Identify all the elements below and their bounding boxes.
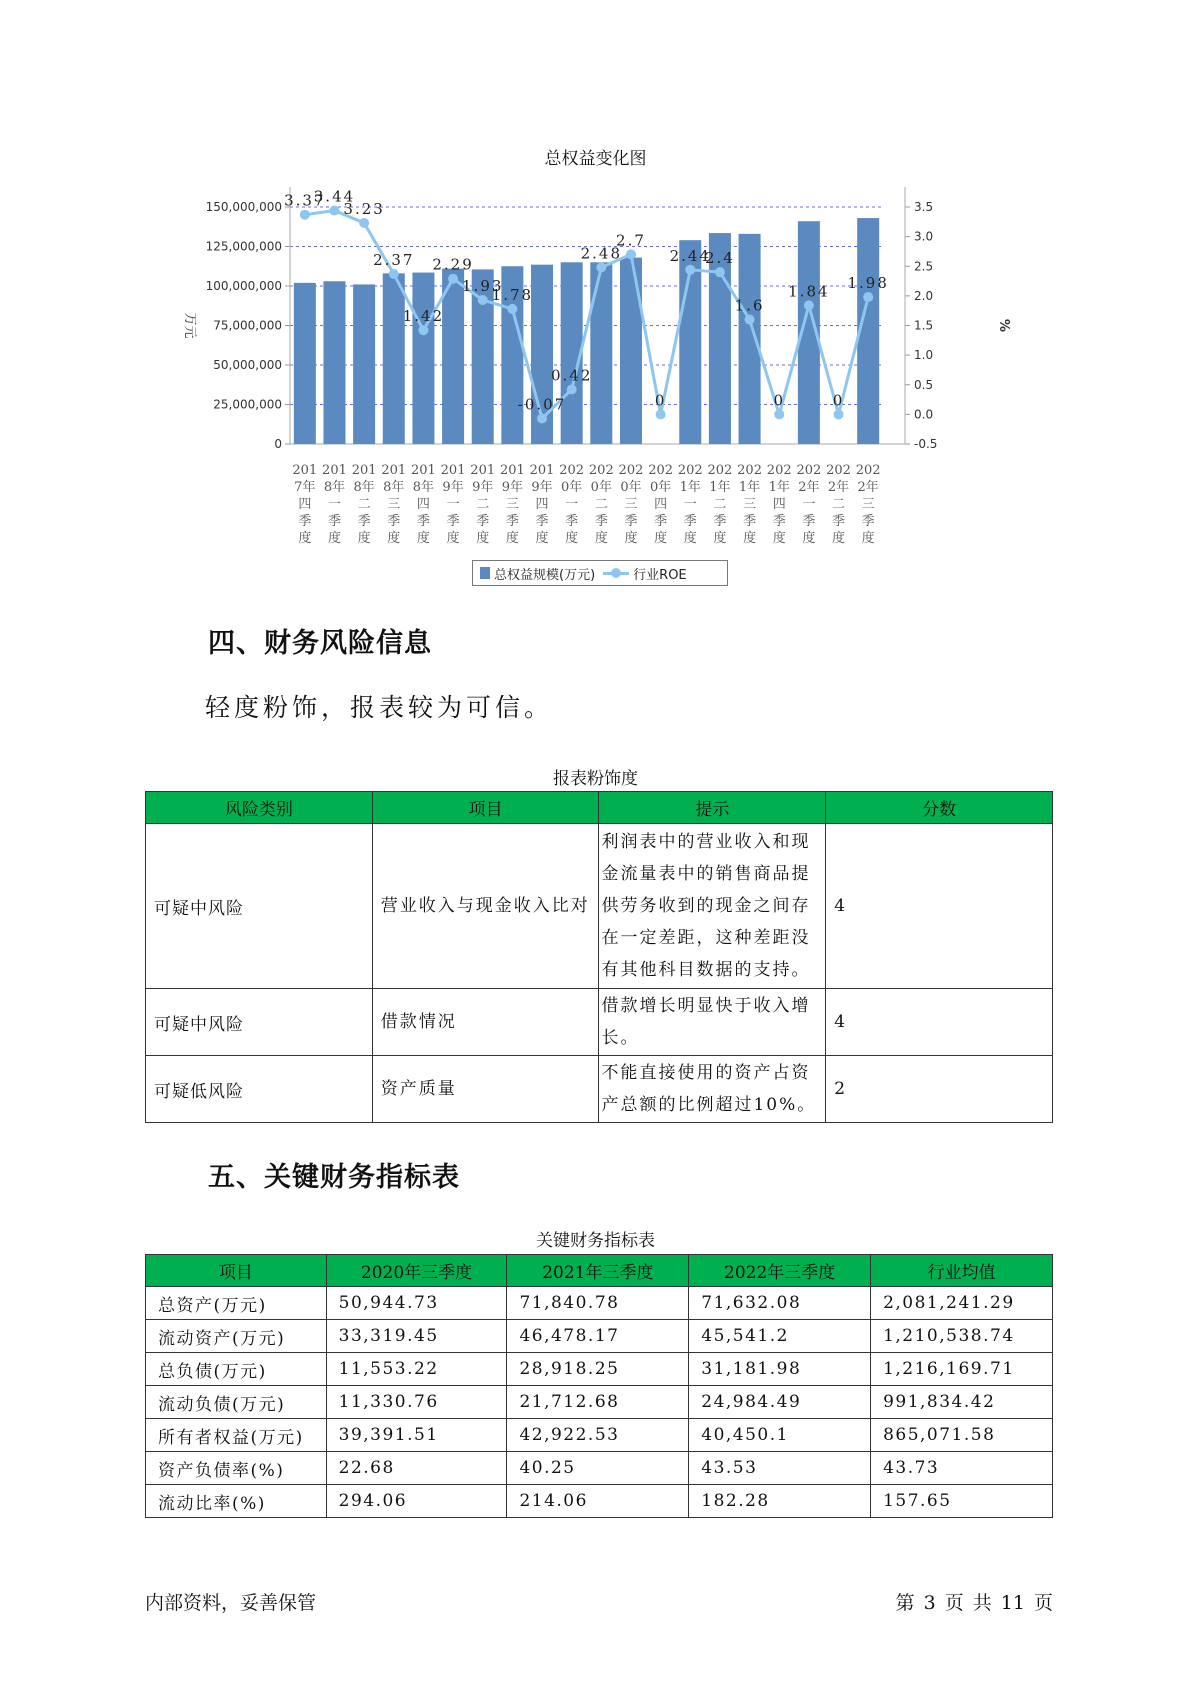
- legend-line-label: 行业ROE: [633, 567, 687, 583]
- x-tick-label: 季: [683, 514, 697, 529]
- risk-item: 借款情况: [372, 989, 599, 1056]
- risk-category: 可疑中风险: [146, 824, 373, 989]
- x-tick-label: 201: [411, 463, 436, 478]
- x-tick-label: 三: [387, 497, 401, 512]
- x-tick-label: 二: [357, 497, 371, 512]
- x-tick-label: 1年: [679, 480, 701, 495]
- equity-bar: [620, 258, 642, 444]
- equity-bar: [323, 281, 345, 444]
- indicator-name: 总资产(万元): [146, 1287, 327, 1320]
- x-tick-label: 一: [327, 497, 341, 512]
- x-tick-label: 度: [476, 531, 490, 546]
- header-cell: 分数: [826, 792, 1053, 824]
- x-tick-label: 四: [535, 497, 549, 512]
- roe-point: [537, 414, 547, 424]
- legend-bar-label: 总权益规模(万元): [494, 567, 596, 583]
- x-tick-label: 202: [707, 463, 733, 478]
- indicator-value: 40,450.1: [689, 1419, 871, 1452]
- indicator-value: 42,922.53: [507, 1419, 689, 1452]
- indicator-name: 流动资产(万元): [146, 1320, 327, 1353]
- indicator-value: 22.68: [326, 1452, 507, 1485]
- roe-point: [389, 269, 399, 279]
- roe-point: [300, 210, 310, 220]
- chart-legend: [472, 560, 728, 586]
- x-tick-label: 三: [505, 497, 519, 512]
- indicator-name: 流动比率(%): [146, 1485, 327, 1518]
- x-tick-label: 度: [505, 531, 519, 546]
- footer-page-number: 第 3 页 共 11 页: [895, 1592, 1053, 1614]
- y-tick-label: 125,000,000: [205, 239, 282, 254]
- roe-data-label: 1.6: [734, 296, 765, 315]
- x-tick-label: 8年: [323, 480, 346, 495]
- x-tick-label: 9年: [501, 480, 524, 495]
- indicator-value: 2,081,241.29: [871, 1287, 1053, 1320]
- risk-table-header: [146, 792, 1053, 824]
- x-tick-label: 季: [713, 514, 727, 529]
- x-tick-label: 202: [766, 463, 792, 478]
- table-row: [146, 1419, 1053, 1452]
- indicator-value: 11,553.22: [326, 1353, 507, 1386]
- roe-point: [418, 325, 428, 335]
- x-tick-label: 9年: [531, 480, 553, 495]
- x-tick-label: 度: [832, 531, 846, 546]
- x-tick-label: 季: [357, 514, 371, 529]
- equity-bar: [590, 262, 612, 444]
- roe-data-label: 2.37: [373, 250, 415, 269]
- roe-data-label: 1.84: [788, 282, 830, 301]
- x-tick-label: 度: [802, 531, 816, 546]
- indicator-value: 50,944.73: [326, 1287, 507, 1320]
- x-tick-label: 度: [594, 531, 608, 546]
- header-cell: 提示: [599, 792, 826, 824]
- x-tick-label: 9年: [442, 480, 464, 495]
- indicator-value: 43.73: [871, 1452, 1053, 1485]
- indicator-name: 资产负债率(%): [146, 1452, 327, 1485]
- indicator-name: 流动负债(万元): [146, 1386, 327, 1419]
- x-tick-label: 一: [565, 497, 579, 512]
- x-tick-label: 三: [861, 497, 875, 512]
- legend-line-swatch: [603, 567, 629, 579]
- indicator-value: 46,478.17: [507, 1320, 689, 1353]
- x-tick-label: 季: [535, 514, 549, 529]
- roe-data-label: -0.07: [517, 395, 567, 414]
- x-tick-label: 一: [446, 497, 460, 512]
- risk-category: 可疑低风险: [146, 1056, 373, 1123]
- x-tick-label: 季: [446, 514, 460, 529]
- x-tick-label: 四: [772, 497, 786, 512]
- y2-tick-label: 0.0: [914, 407, 934, 422]
- roe-data-label: 1.98: [847, 274, 889, 293]
- x-tick-label: 8年: [353, 480, 375, 495]
- x-tick-label: 202: [588, 463, 614, 478]
- header-cell: 项目: [146, 1255, 327, 1287]
- legend-bar-swatch: [480, 567, 490, 579]
- x-tick-label: 201: [499, 463, 525, 478]
- table-row: [146, 1056, 1053, 1123]
- x-tick-label: 度: [298, 531, 312, 546]
- x-tick-label: 度: [327, 531, 341, 546]
- chart-title: 总权益变化图: [544, 149, 647, 169]
- key-table-header: [146, 1255, 1053, 1287]
- indicator-value: 21,712.68: [507, 1386, 689, 1419]
- roe-point: [834, 409, 844, 419]
- x-tick-label: 季: [832, 514, 846, 529]
- indicator-name: 所有者权益(万元): [146, 1419, 327, 1452]
- key-indicators-heading: 五、关键财务指标表: [208, 1162, 460, 1193]
- equity-bar: [353, 284, 375, 444]
- header-cell: 行业均值: [871, 1255, 1053, 1287]
- x-tick-label: 9年: [472, 480, 494, 495]
- y2-tick-label: 2.0: [914, 288, 934, 303]
- x-tick-label: 201: [381, 463, 407, 478]
- roe-point: [745, 315, 755, 325]
- indicator-value: 11,330.76: [326, 1386, 507, 1419]
- indicator-value: 43.53: [689, 1452, 871, 1485]
- indicator-value: 294.06: [326, 1485, 507, 1518]
- x-tick-label: 度: [772, 531, 786, 546]
- table-row: [146, 989, 1053, 1056]
- indicator-value: 157.65: [871, 1485, 1053, 1518]
- roe-data-label: 0: [654, 391, 667, 410]
- indicator-value: 1,216,169.71: [871, 1353, 1053, 1386]
- x-tick-label: 度: [654, 531, 668, 546]
- roe-point: [329, 206, 339, 216]
- roe-data-label: 2.29: [432, 255, 474, 274]
- x-tick-label: 二: [713, 497, 727, 512]
- roe-data-label: 0.42: [550, 366, 593, 385]
- y2-tick-label: 1.5: [914, 318, 934, 333]
- x-tick-label: 二: [594, 497, 608, 512]
- y2-axis-title: %: [996, 318, 1011, 333]
- equity-bar: [412, 273, 434, 444]
- x-tick-label: 四: [416, 497, 430, 512]
- y2-tick-label: 2.5: [914, 259, 934, 274]
- roe-data-label: 0: [832, 391, 845, 410]
- x-tick-label: 一: [802, 497, 816, 512]
- risk-category: 可疑中风险: [146, 989, 373, 1056]
- indicator-value: 182.28: [689, 1485, 871, 1518]
- indicator-value: 39,391.51: [326, 1419, 507, 1452]
- x-tick-label: 201: [351, 463, 377, 478]
- header-cell: 2020年三季度: [326, 1255, 507, 1287]
- roe-point: [567, 384, 577, 394]
- x-tick-label: 8年: [383, 480, 405, 495]
- x-tick-label: 季: [861, 514, 875, 529]
- x-tick-label: 季: [505, 514, 519, 529]
- indicator-value: 1,210,538.74: [871, 1320, 1053, 1353]
- x-tick-label: 202: [796, 463, 822, 478]
- roe-point: [507, 304, 517, 314]
- x-tick-label: 202: [618, 463, 644, 478]
- header-cell: 2021年三季度: [507, 1255, 689, 1287]
- x-tick-label: 1年: [768, 480, 790, 495]
- table-row: [146, 824, 1053, 989]
- x-tick-label: 201: [529, 463, 555, 478]
- x-tick-label: 度: [624, 531, 638, 546]
- x-tick-label: 202: [826, 463, 851, 478]
- roe-data-label: 3.37: [284, 191, 326, 210]
- x-tick-label: 度: [861, 531, 875, 546]
- indicator-value: 71,632.08: [689, 1287, 871, 1320]
- x-tick-label: 度: [446, 531, 460, 546]
- roe-point: [626, 249, 636, 259]
- roe-point: [863, 292, 873, 302]
- roe-data-label: 2.48: [580, 244, 623, 263]
- footer-confidential: 内部资料，妥善保管: [145, 1592, 317, 1614]
- key-table-caption: 关键财务指标表: [536, 1231, 655, 1251]
- indicator-value: 33,319.45: [326, 1320, 507, 1353]
- indicator-value: 40.25: [507, 1452, 689, 1485]
- x-tick-label: 1年: [709, 480, 731, 495]
- roe-point: [715, 267, 725, 277]
- roe-data-label: 1.93: [462, 277, 504, 296]
- indicator-value: 28,918.25: [507, 1353, 689, 1386]
- equity-roe-chart: [0, 0, 1191, 560]
- key-indicators-table: [145, 1254, 1053, 1518]
- y2-tick-label: -0.5: [914, 437, 938, 451]
- x-tick-label: 季: [476, 514, 490, 529]
- table-row: [146, 1353, 1053, 1386]
- risk-hint: 不能直接使用的资产占资产总额的比例超过10%。: [599, 1056, 826, 1123]
- x-tick-label: 季: [416, 514, 430, 529]
- x-tick-label: 季: [743, 514, 757, 529]
- roe-point: [656, 409, 666, 419]
- roe-data-label: 0: [773, 391, 785, 410]
- risk-conclusion: 轻度粉饰，报表较为可信。: [205, 693, 554, 722]
- indicator-value: 31,181.98: [689, 1353, 871, 1386]
- x-tick-label: 度: [357, 531, 371, 546]
- x-tick-label: 202: [559, 463, 585, 478]
- risk-score: 4: [826, 824, 1053, 989]
- x-tick-label: 四: [654, 497, 668, 512]
- x-tick-label: 度: [535, 531, 549, 546]
- roe-point: [448, 274, 458, 284]
- risk-table: [145, 791, 1053, 1123]
- x-tick-label: 度: [683, 531, 697, 546]
- x-tick-label: 0年: [649, 480, 672, 495]
- indicator-value: 71,840.78: [507, 1287, 689, 1320]
- roe-data-label: 1.42: [402, 307, 445, 326]
- y-axis-title: 万元: [182, 312, 197, 339]
- equity-bar: [294, 283, 316, 444]
- y-tick-label: 25,000,000: [213, 397, 282, 412]
- x-tick-label: 1年: [738, 480, 761, 495]
- x-tick-label: 二: [832, 497, 846, 512]
- roe-point: [804, 300, 814, 310]
- x-tick-label: 季: [387, 514, 401, 529]
- x-tick-label: 季: [802, 514, 816, 529]
- indicator-value: 214.06: [507, 1485, 689, 1518]
- roe-data-label: 2.4: [704, 249, 735, 268]
- risk-table-caption: 报表粉饰度: [553, 769, 638, 789]
- x-tick-label: 三: [624, 497, 638, 512]
- roe-data-label: 2.7: [616, 231, 646, 250]
- x-tick-label: 0年: [561, 480, 583, 495]
- x-tick-label: 季: [654, 514, 668, 529]
- x-tick-label: 季: [565, 514, 579, 529]
- y-tick-label: 150,000,000: [205, 200, 282, 214]
- x-tick-label: 8年: [412, 480, 435, 495]
- x-tick-label: 202: [677, 463, 703, 478]
- roe-point: [774, 409, 784, 419]
- y-tick-label: 50,000,000: [213, 358, 282, 372]
- roe-data-label: 1.78: [491, 285, 534, 304]
- y-tick-label: 0: [274, 437, 282, 451]
- x-tick-label: 0年: [590, 480, 612, 495]
- x-tick-label: 度: [387, 531, 401, 546]
- table-row: [146, 1485, 1053, 1518]
- y2-tick-label: 1.0: [914, 348, 934, 363]
- indicator-value: 24,984.49: [689, 1386, 871, 1419]
- x-tick-label: 季: [594, 514, 608, 529]
- x-tick-label: 202: [855, 463, 881, 478]
- x-tick-label: 201: [292, 463, 318, 478]
- x-tick-label: 度: [713, 531, 727, 546]
- y-tick-label: 75,000,000: [213, 318, 282, 333]
- x-tick-label: 季: [624, 514, 638, 529]
- x-tick-label: 一: [683, 497, 697, 512]
- roe-point: [478, 295, 488, 305]
- table-row: [146, 1452, 1053, 1485]
- x-tick-label: 2年: [857, 480, 879, 495]
- risk-score: 4: [826, 989, 1053, 1056]
- table-row: [146, 1386, 1053, 1419]
- x-tick-label: 2年: [827, 480, 850, 495]
- y2-tick-label: 3.5: [914, 200, 934, 214]
- indicator-name: 总负债(万元): [146, 1353, 327, 1386]
- table-row: [146, 1320, 1053, 1353]
- x-tick-label: 0年: [620, 480, 642, 495]
- risk-item: 资产质量: [372, 1056, 599, 1123]
- indicator-value: 45,541.2: [689, 1320, 871, 1353]
- risk-section-heading: 四、财务风险信息: [208, 628, 432, 659]
- x-tick-label: 度: [565, 531, 579, 546]
- roe-point: [685, 265, 695, 275]
- equity-bar: [383, 273, 405, 444]
- x-tick-label: 季: [327, 514, 341, 529]
- y-tick-label: 100,000,000: [205, 279, 282, 293]
- table-row: [146, 1287, 1053, 1320]
- x-tick-label: 202: [737, 463, 762, 478]
- risk-hint: 利润表中的营业收入和现金流量表中的销售商品提供劳务收到的现金之间存在一定差距，这种差距没有其他科目数据的支持。: [599, 824, 826, 989]
- x-tick-label: 四: [298, 497, 312, 512]
- roe-data-label: 3.23: [343, 199, 385, 218]
- y2-tick-label: 0.5: [914, 377, 934, 392]
- header-cell: 2022年三季度: [689, 1255, 871, 1287]
- x-tick-label: 202: [648, 463, 674, 478]
- header-cell: 项目: [372, 792, 599, 824]
- x-tick-label: 201: [322, 463, 347, 478]
- y2-tick-label: 3.0: [914, 229, 934, 244]
- header-cell: 风险类别: [146, 792, 373, 824]
- x-tick-label: 201: [440, 463, 466, 478]
- x-tick-label: 季: [298, 514, 312, 529]
- risk-item: 营业收入与现金收入比对: [372, 824, 599, 989]
- indicator-value: 991,834.42: [871, 1386, 1053, 1419]
- roe-data-label: 2.44: [669, 246, 711, 265]
- risk-hint: 借款增长明显快于收入增长。: [599, 989, 826, 1056]
- roe-point: [359, 218, 369, 228]
- equity-bar: [739, 234, 761, 444]
- x-tick-label: 度: [743, 531, 757, 546]
- indicator-value: 865,071.58: [871, 1419, 1053, 1452]
- risk-score: 2: [826, 1056, 1053, 1123]
- roe-point: [596, 262, 606, 272]
- x-tick-label: 季: [772, 514, 786, 529]
- x-tick-label: 201: [470, 463, 496, 478]
- x-tick-label: 三: [743, 497, 757, 512]
- x-tick-label: 2年: [798, 480, 820, 495]
- roe-data-label: 3.44: [313, 187, 356, 206]
- x-tick-label: 7年: [294, 480, 316, 495]
- x-tick-label: 度: [416, 531, 430, 546]
- x-tick-label: 二: [476, 497, 490, 512]
